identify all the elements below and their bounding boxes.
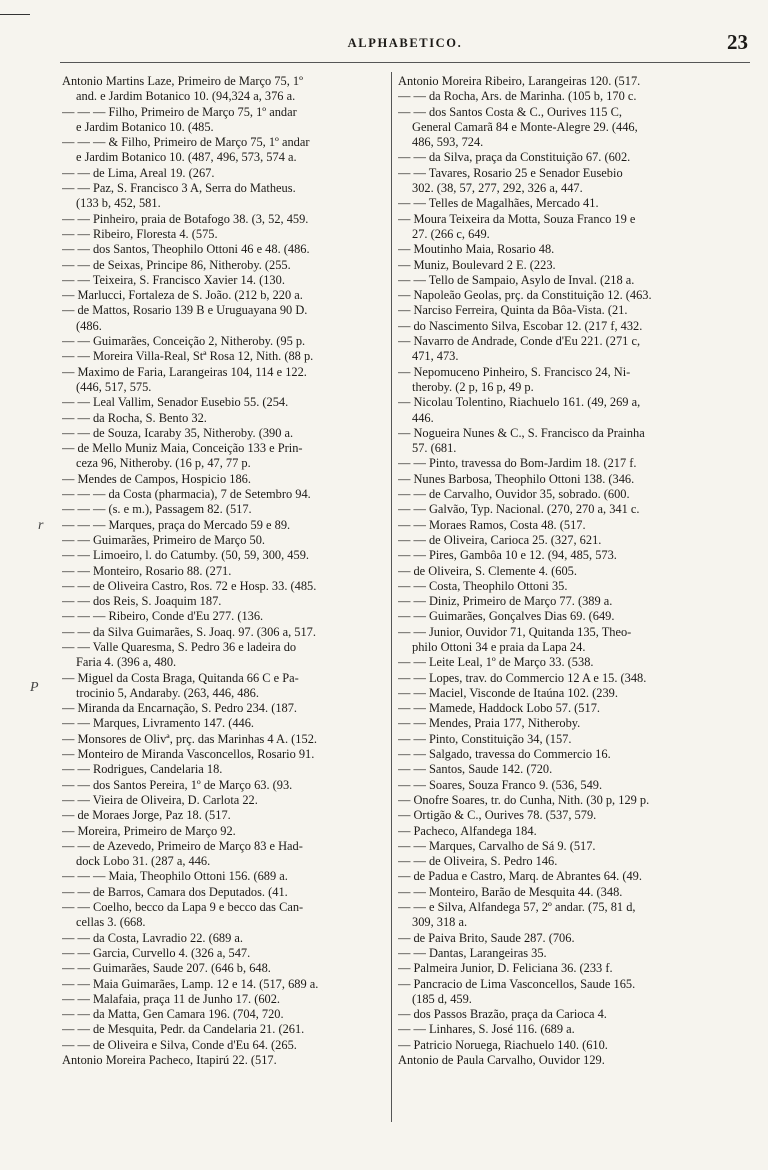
directory-line: — Marlucci, Fortaleza de S. João. (212 b, 220 a. — [62, 288, 303, 303]
directory-line: — — e Silva, Alfandega 57, 2º andar. (75, 81 d, — [398, 900, 636, 915]
directory-line: — Pancracio de Lima Vasconcellos, Saude 165. — [398, 976, 636, 991]
directory-line: — — Coelho, becco da Lapa 9 e becco das Can- — [62, 900, 304, 915]
directory-line: — — de Carvalho, Ouvidor 35, sobrado. (600. — [398, 487, 630, 502]
directory-line: — Onofre Soares, tr. do Cunha, Nith. (30 p, 129 p. — [398, 792, 650, 807]
directory-line: — — Linhares, S. José 116. (689 a. — [398, 1022, 575, 1037]
margin-note: P — [30, 680, 39, 695]
directory-line: — — Malafaia, praça 11 de Junho 17. (602. — [62, 991, 281, 1006]
directory-line: — Moura Teixeira da Motta, Souza Franco 19 e — [398, 211, 636, 226]
directory-line: — — Paz, S. Francisco 3 A, Serra do Matheus. — [62, 181, 296, 196]
directory-line: — — de Souza, Icaraby 35, Nitheroby. (390 a. — [62, 425, 294, 440]
directory-line: — Napoleão Geolas, prç. da Constituição 12. (463. — [398, 288, 652, 303]
directory-line: ceza 96, Nitheroby. (16 p, 47, 77 p. — [76, 456, 251, 471]
directory-line: — — Mendes, Praia 177, Nitheroby. — [398, 716, 581, 731]
left-column — [62, 74, 382, 1068]
directory-line: — — Limoeiro, l. do Catumby. (50, 59, 300, 459. — [62, 548, 309, 563]
directory-line: e Jardim Botanico 10. (487, 496, 573, 574 a. — [76, 150, 297, 165]
directory-line: — — de Azevedo, Primeiro de Março 83 e Had- — [62, 838, 303, 853]
directory-line: — — Vieira de Oliveira, D. Carlota 22. — [62, 792, 258, 807]
page-number: 23 — [727, 30, 748, 54]
directory-line: — Navarro de Andrade, Conde d'Eu 221. (271 c, — [398, 334, 641, 349]
directory-line: — — Leal Vallim, Senador Eusebio 55. (254. — [62, 395, 289, 410]
directory-line: — Moutinho Maia, Rosario 48. — [398, 242, 555, 257]
directory-line: — — — Maia, Theophilo Ottoni 156. (689 a. — [62, 869, 288, 884]
directory-line: 446. — [412, 410, 434, 425]
directory-line: 57. (681. — [412, 441, 457, 456]
directory-line: — — dos Reis, S. Joaquim 187. — [62, 594, 222, 609]
directory-line: — — Maia Guimarães, Lamp. 12 e 14. (517, 689 a. — [62, 976, 319, 991]
header-rule — [60, 62, 750, 63]
directory-line: theroby. (2 p, 16 p, 49 p. — [412, 379, 534, 394]
directory-line: — — de Mesquita, Pedr. da Candelaria 21. (261. — [62, 1022, 305, 1037]
column-divider — [391, 72, 392, 1122]
directory-line: dock Lobo 31. (287 a, 446. — [76, 854, 211, 869]
directory-line: — Palmeira Junior, D. Feliciana 36. (233 f. — [398, 961, 613, 976]
directory-line: — — Guimarães, Gonçalves Dias 69. (649. — [398, 609, 615, 624]
directory-line: — — Salgado, travessa do Commercio 16. — [398, 747, 611, 762]
directory-line: — Muniz, Boulevard 2 E. (223. — [398, 257, 556, 272]
directory-line: — Pacheco, Alfandega 184. — [398, 823, 537, 838]
directory-line: — Monteiro de Miranda Vasconcellos, Rosario 91. — [62, 747, 315, 762]
directory-line: (133 b, 452, 581. — [76, 196, 161, 211]
directory-line: — Nogueira Nunes & C., S. Francisco da Prainha — [398, 425, 645, 440]
directory-line: — — Pires, Gambôa 10 e 12. (94, 485, 573. — [398, 548, 617, 563]
directory-line: — — de Oliveira e Silva, Conde d'Eu 64. (265. — [62, 1037, 297, 1052]
directory-line: — — Guimarães, Primeiro de Março 50. — [62, 532, 266, 547]
directory-line: — — Monteiro, Rosario 88. (271. — [62, 563, 232, 578]
directory-line: — — Teixeira, S. Francisco Xavier 14. (130. — [62, 272, 285, 287]
directory-line: — — Diniz, Primeiro de Março 77. (389 a. — [398, 594, 613, 609]
directory-line: — — dos Santos Pereira, 1º de Março 63. (93. — [62, 777, 293, 792]
directory-line: — de Padua e Castro, Marq. de Abrantes 64. (49. — [398, 869, 642, 884]
directory-line: — — Marques, Livramento 147. (446. — [62, 716, 255, 731]
directory-line: — — Maciel, Visconde de Itaúna 102. (239. — [398, 685, 618, 700]
directory-line: — — Valle Quaresma, S. Pedro 36 e ladeira do — [62, 639, 297, 654]
directory-line: — de Paiva Brito, Saude 287. (706. — [398, 930, 575, 945]
directory-line: (446, 517, 575. — [76, 379, 152, 394]
directory-line: — — Santos, Saude 142. (720. — [398, 762, 553, 777]
directory-line: Antonio Martins Laze, Primeiro de Março 75, 1º — [62, 74, 303, 88]
directory-line: philo Ottoni 34 e praia da Lapa 24. — [412, 639, 586, 654]
directory-line: — — Lopes, trav. do Commercio 12 A e 15. (348. — [398, 670, 647, 685]
directory-line: — — Tavares, Rosario 25 e Senador Eusebio — [398, 165, 623, 180]
running-title: ALPHABETICO. — [347, 36, 463, 50]
directory-line: cellas 3. (668. — [76, 915, 146, 930]
directory-line: — — Rodrigues, Candelaria 18. — [62, 762, 223, 777]
directory-line: 486, 593, 724. — [412, 135, 484, 150]
edge-mark — [0, 14, 30, 15]
directory-line: 27. (266 c, 649. — [412, 226, 490, 241]
directory-line: — — Moreira Villa-Real, Stª Rosa 12, Nith. (88 p. — [62, 349, 314, 364]
directory-line: 309, 318 a. — [412, 915, 468, 930]
directory-line: — — Junior, Ouvidor 71, Quitanda 135, Theo- — [398, 624, 632, 639]
directory-line: — — Monteiro, Barão de Mesquita 44. (348. — [398, 884, 623, 899]
directory-line: — Patricio Noruega, Riachuelo 140. (610. — [398, 1037, 608, 1052]
directory-line: (486. — [76, 318, 102, 333]
directory-line: — — Ribeiro, Floresta 4. (575. — [62, 226, 218, 241]
directory-line: and. e Jardim Botanico 10. (94,324 a, 376 a. — [76, 89, 296, 104]
directory-line: e Jardim Botanico 10. (485. — [76, 119, 214, 134]
directory-line: — — da Rocha, S. Bento 32. — [62, 410, 207, 425]
directory-line: — — de Barros, Camara dos Deputados. (41. — [62, 884, 288, 899]
right-column — [398, 74, 718, 1068]
directory-line: — — da Costa, Lavradio 22. (689 a. — [62, 930, 244, 945]
directory-line: — de Oliveira, S. Clemente 4. (605. — [398, 563, 577, 578]
directory-line: — — Moraes Ramos, Costa 48. (517. — [398, 517, 586, 532]
directory-line: — de Mattos, Rosario 139 B e Uruguayana 90 D. — [62, 303, 308, 318]
directory-line: Antonio Moreira Ribeiro, Larangeiras 120. (517. — [398, 74, 641, 88]
directory-line: — Miranda da Encarnação, S. Pedro 234. (187. — [62, 701, 298, 716]
directory-line: — — da Rocha, Ars. de Marinha. (105 b, 170 c. — [398, 89, 637, 104]
directory-line: — — de Oliveira, Carioca 25. (327, 621. — [398, 532, 602, 547]
directory-line: — — Guimarães, Saude 207. (646 b, 648. — [62, 961, 271, 976]
directory-line: Antonio de Paula Carvalho, Ouvidor 129. — [398, 1053, 605, 1067]
directory-line: — dos Passos Brazão, praça da Carioca 4. — [398, 1007, 607, 1022]
directory-line: — Monsores de Olivª, prç. das Marinhas 4 A. (152. — [62, 731, 317, 746]
directory-line: General Camarã 84 e Monte-Alegre 29. (446, — [412, 119, 638, 134]
directory-line: — — Dantas, Larangeiras 35. — [398, 945, 547, 960]
directory-line: — de Moraes Jorge, Paz 18. (517. — [62, 808, 231, 823]
directory-line: — Moreira, Primeiro de Março 92. — [62, 823, 236, 838]
page-header — [60, 30, 750, 54]
directory-line: — — Telles de Magalhães, Mercado 41. — [398, 196, 599, 211]
directory-line: — — — Marques, praça do Mercado 59 e 89. — [62, 517, 291, 532]
directory-line: — — Leite Leal, 1º de Março 33. (538. — [398, 655, 594, 670]
directory-line: — — dos Santos Costa & C., Ourives 115 C, — [398, 104, 622, 119]
directory-line: — — de Oliveira, S. Pedro 146. — [398, 854, 558, 869]
directory-line: — — Marques, Carvalho de Sá 9. (517. — [398, 838, 596, 853]
directory-line: trocinio 5, Andaraby. (263, 446, 486. — [76, 685, 259, 700]
directory-line: — Mendes de Campos, Hospicio 186. — [62, 471, 251, 486]
directory-line: — — Guimarães, Conceição 2, Nitheroby. (95 p. — [62, 334, 306, 349]
directory-line: — — Soares, Souza Franco 9. (536, 549. — [398, 777, 603, 792]
directory-line: — — — & Filho, Primeiro de Março 75, 1º andar — [62, 135, 310, 150]
directory-line: — Nunes Barbosa, Theophilo Ottoni 138. (346. — [398, 471, 635, 486]
directory-line: — — Mamede, Haddock Lobo 57. (517. — [398, 701, 600, 716]
directory-line: — — — Ribeiro, Conde d'Eu 277. (136. — [62, 609, 264, 624]
directory-line: — — da Silva, praça da Constituição 67. (602. — [398, 150, 631, 165]
directory-line: — — — Filho, Primeiro de Março 75, 1º andar — [62, 104, 297, 119]
directory-line: — — Costa, Theophilo Ottoni 35. — [398, 578, 568, 593]
directory-line: — Narciso Ferreira, Quinta da Bôa-Vista. (21. — [398, 303, 628, 318]
margin-note: r — [38, 518, 44, 533]
directory-line: 471, 473. — [412, 349, 459, 364]
directory-line: — — de Oliveira Castro, Ros. 72 e Hosp. 33. (485. — [62, 578, 317, 593]
directory-line: (185 d, 459. — [412, 991, 472, 1006]
directory-line: — — de Seixas, Principe 86, Nitheroby. (255. — [62, 257, 291, 272]
directory-line: — — — (s. e m.), Passagem 82. (517. — [62, 502, 252, 517]
directory-line: — de Mello Muniz Maia, Conceição 133 e Prin- — [62, 441, 303, 456]
directory-line: 302. (38, 57, 277, 292, 326 a, 447. — [412, 181, 583, 196]
directory-line: Antonio Moreira Pacheco, Itapirú 22. (517. — [62, 1053, 277, 1067]
directory-line: — — Tello de Sampaio, Asylo de Inval. (218 a. — [398, 272, 635, 287]
directory-line: — — da Matta, Gen Camara 196. (704, 720. — [62, 1007, 284, 1022]
directory-line: — Nicolau Tolentino, Riachuelo 161. (49, 269 a, — [398, 395, 641, 410]
directory-line: — — Pinheiro, praia de Botafogo 38. (3, 52, 459. — [62, 211, 309, 226]
directory-line: — — — da Costa (pharmacia), 7 de Setembro 94. — [62, 487, 311, 502]
directory-line: — — da Silva Guimarães, S. Joaq. 97. (306 a, 517. — [62, 624, 316, 639]
directory-line: — Miguel da Costa Braga, Quitanda 66 C e Pa- — [62, 670, 299, 685]
directory-line: — Ortigão & C., Ourives 78. (537, 579. — [398, 808, 597, 823]
directory-line: — do Nascimento Silva, Escobar 12. (217 f, 432. — [398, 318, 643, 333]
directory-line: — — de Lima, Areal 19. (267. — [62, 165, 215, 180]
directory-line: — — Garcia, Curvello 4. (326 a, 547. — [62, 945, 251, 960]
directory-line: — Nepomuceno Pinheiro, S. Francisco 24, Ni- — [398, 364, 631, 379]
directory-line: — — Pinto, travessa do Bom-Jardim 18. (217 f. — [398, 456, 637, 471]
directory-line: — — dos Santos, Theophilo Ottoni 46 e 48. (486. — [62, 242, 310, 257]
directory-line: — Maximo de Faria, Larangeiras 104, 114 e 122. — [62, 364, 307, 379]
directory-line: — — Pinto, Constituição 34, (157. — [398, 731, 572, 746]
directory-line: Faria 4. (396 a, 480. — [76, 655, 177, 670]
directory-line: — — Galvão, Typ. Nacional. (270, 270 a, 341 c. — [398, 502, 640, 517]
